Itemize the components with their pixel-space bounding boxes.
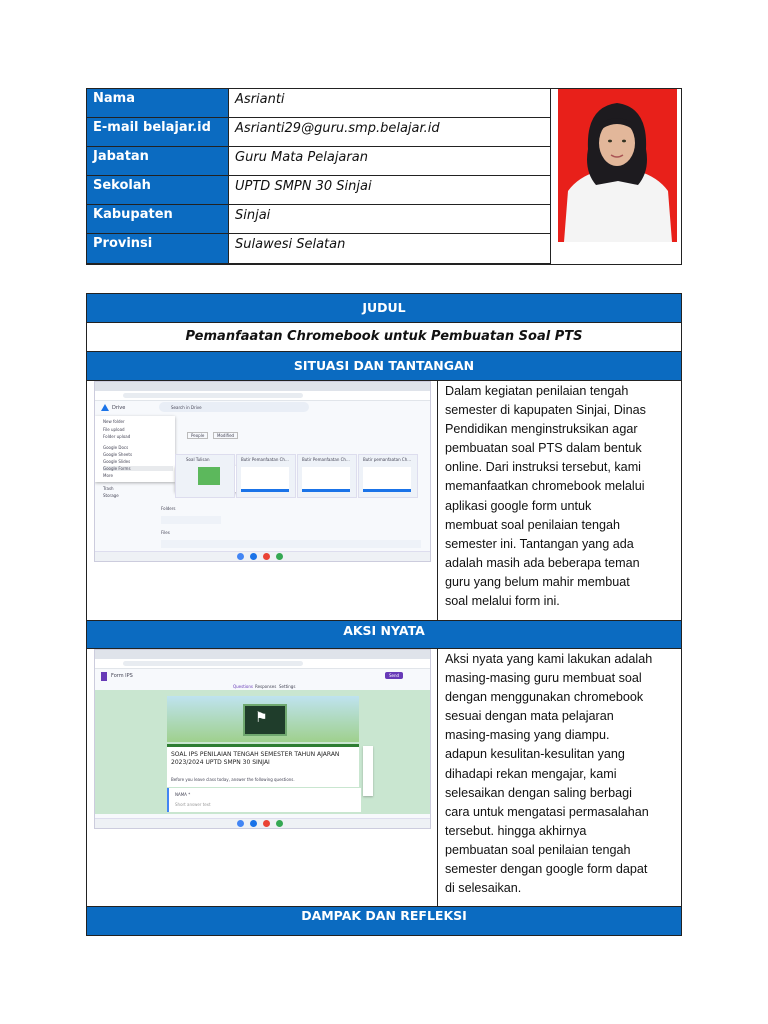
send-label: Send xyxy=(389,673,400,678)
chromeos-shelf xyxy=(95,551,430,561)
situasi-line: aplikasi google form untuk xyxy=(445,498,592,513)
profile-table xyxy=(86,88,682,265)
profile-label: Nama xyxy=(87,89,229,117)
browser-tabs xyxy=(95,650,430,659)
app-icon xyxy=(276,820,283,827)
drive-screenshot xyxy=(94,381,431,562)
column-divider xyxy=(437,649,438,906)
browser-tabs xyxy=(95,382,430,391)
profile-label: E-mail belajar.id xyxy=(87,118,229,146)
situasi-line: memanfaatkan chromebook melalui xyxy=(445,479,645,494)
drive-card xyxy=(297,454,357,498)
aksi-section xyxy=(87,649,681,907)
sidebar-item: Trash xyxy=(103,486,114,491)
drive-card xyxy=(358,454,418,498)
judul-header: JUDUL xyxy=(87,294,681,323)
tab-questions: Questions xyxy=(233,684,253,689)
forms-logo-icon xyxy=(101,672,107,681)
card-thumbnail xyxy=(363,467,411,492)
form-header-image xyxy=(167,696,359,742)
form-doc-title: Form IPS xyxy=(111,673,133,679)
menu-item: Google Slides xyxy=(103,459,131,464)
folder-item xyxy=(161,516,221,524)
question-label: NAMA * xyxy=(175,792,191,797)
card-title: Butir pemanfaatan Ch... xyxy=(363,457,412,462)
form-side-toolbar xyxy=(363,746,373,796)
situasi-line: soal melalui form ini. xyxy=(445,594,560,609)
filter-chip: People xyxy=(187,432,208,439)
sidebar-item: Storage xyxy=(103,493,119,498)
menu-item: New folder xyxy=(103,419,125,424)
aksi-line: di selesaikan. xyxy=(445,881,522,896)
files-row xyxy=(161,540,421,548)
aksi-line: pembuatan soal penilaian tengah xyxy=(445,842,631,857)
aksi-line: selesaikan dengan saling berbagi xyxy=(445,785,632,800)
situasi-line: Pendidikan menginstruksikan agar xyxy=(445,422,638,437)
situasi-line: pembuatan soal PTS dalam bentuk xyxy=(445,441,642,456)
app-icon xyxy=(250,553,257,560)
aksi-line: adapun kesulitan-kesulitan yang xyxy=(445,747,625,762)
form-title-card xyxy=(167,744,359,787)
profile-row-provinsi xyxy=(87,234,550,264)
profile-label: Jabatan xyxy=(87,147,229,175)
aksi-line: cara untuk mengatasi permasalahan xyxy=(445,804,649,819)
profile-value: Sulawesi Selatan xyxy=(235,237,346,252)
chromeos-shelf xyxy=(95,818,430,828)
profile-row-nama xyxy=(87,89,550,118)
browser-url-bar xyxy=(95,659,430,669)
menu-item: Folder upload xyxy=(103,434,131,439)
aksi-line: dengan menggunakan chromebook xyxy=(445,690,644,705)
photo-cell xyxy=(550,89,682,264)
send-button xyxy=(385,672,403,679)
files-label: Files xyxy=(161,530,170,535)
drive-app-name: Drive xyxy=(112,405,126,411)
form-title: SOAL IPS PENILAIAN TENGAH SEMESTER TAHUN AJARAN 2023/2024 UPTD SMPN 30 SINJAI xyxy=(171,751,340,766)
aksi-line: Aksi nyata yang kami lakukan adalah xyxy=(445,652,653,666)
drive-card xyxy=(236,454,296,498)
card-thumbnail xyxy=(198,467,220,485)
forms-screenshot xyxy=(94,649,431,829)
menu-item: Google Forms xyxy=(103,466,173,471)
profile-value: Sinjai xyxy=(235,208,271,223)
profile-value: UPTD SMPN 30 Sinjai xyxy=(235,179,372,194)
profile-value: Asrianti xyxy=(235,92,285,107)
profile-row-email xyxy=(87,118,550,147)
document-title: Pemanfaatan Chromebook untuk Pembuatan Soal PTS xyxy=(87,323,681,352)
app-icon xyxy=(276,553,283,560)
aksi-header: AKSI NYATA xyxy=(87,621,681,649)
situasi-line: semester di kapupaten Sinjai, Dinas xyxy=(445,403,646,418)
app-icon xyxy=(263,553,270,560)
hiking-sign-icon: ⚑ xyxy=(243,704,287,736)
card-title: Soal Tulisan xyxy=(186,457,210,462)
situasi-line: Dalam kegiatan penilaian tengah xyxy=(445,384,629,398)
aksi-line: sesuai dengan mata pelajaran xyxy=(445,709,614,724)
situasi-line: guru yang belum mahir membuat xyxy=(445,574,630,589)
menu-item: More xyxy=(103,473,113,478)
dampak-header: DAMPAK DAN REFLEKSI xyxy=(87,907,681,935)
drive-new-menu xyxy=(95,416,175,482)
folders-label: Folders xyxy=(161,506,176,511)
app-icon xyxy=(250,820,257,827)
profile-value: Guru Mata Pelajaran xyxy=(235,150,368,165)
drive-search-box xyxy=(159,402,309,412)
card-title: Butir Pemanfaatan Ch... xyxy=(302,457,350,462)
card-thumbnail xyxy=(241,467,289,492)
aksi-line: dihadapi rekan mengajar, kami xyxy=(445,766,617,781)
profile-row-sekolah xyxy=(87,176,550,205)
aksi-text xyxy=(445,650,677,898)
menu-item: Google Docs xyxy=(103,445,129,450)
browser-url-bar xyxy=(95,391,430,401)
situasi-section xyxy=(87,381,681,621)
app-icon xyxy=(263,820,270,827)
tab-responses: Responses xyxy=(255,684,277,689)
profile-label: Sekolah xyxy=(87,176,229,204)
drive-logo-icon xyxy=(101,404,109,411)
card-thumbnail xyxy=(302,467,350,492)
situasi-line: membuat soal penilaian tengah xyxy=(445,517,621,532)
question-card xyxy=(167,788,361,812)
filter-chip: Modified xyxy=(213,432,238,439)
situasi-line: semester ini. Tantangan yang ada xyxy=(445,536,634,551)
chrome-icon xyxy=(237,553,244,560)
drive-search-placeholder: Search in Drive xyxy=(171,405,202,410)
menu-item: File upload xyxy=(103,427,125,432)
situasi-header: SITUASI DAN TANTANGAN xyxy=(87,352,681,381)
tab-settings: Settings xyxy=(279,684,296,689)
profile-photo xyxy=(558,89,677,242)
aksi-line: tersebut. hingga akhirnya xyxy=(445,823,587,838)
profile-row-jabatan xyxy=(87,147,550,176)
column-divider xyxy=(437,381,438,620)
situasi-text xyxy=(445,382,677,611)
aksi-line: semester dengan google form dapat xyxy=(445,862,648,877)
profile-value: Asrianti29@guru.smp.belajar.id xyxy=(235,121,440,136)
card-title: Butir Pemanfaatan Ch... xyxy=(241,457,289,462)
form-description: Before you leave class today, answer the following questions. xyxy=(171,777,295,782)
chrome-icon xyxy=(237,820,244,827)
drive-card xyxy=(175,454,235,498)
question-hint: Short answer text xyxy=(175,802,211,807)
profile-label: Kabupaten xyxy=(87,205,229,233)
menu-item: Google Sheets xyxy=(103,452,133,457)
main-table xyxy=(86,293,682,936)
situasi-line: adalah masih ada beberapa teman xyxy=(445,555,640,570)
aksi-line: masing-masing yang diampu. xyxy=(445,728,610,743)
profile-row-kabupaten xyxy=(87,205,550,234)
aksi-line: masing-masing guru membuat soal xyxy=(445,671,642,686)
situasi-line: online. Dari instruksi tersebut, kami xyxy=(445,460,641,475)
profile-label: Provinsi xyxy=(87,234,229,263)
